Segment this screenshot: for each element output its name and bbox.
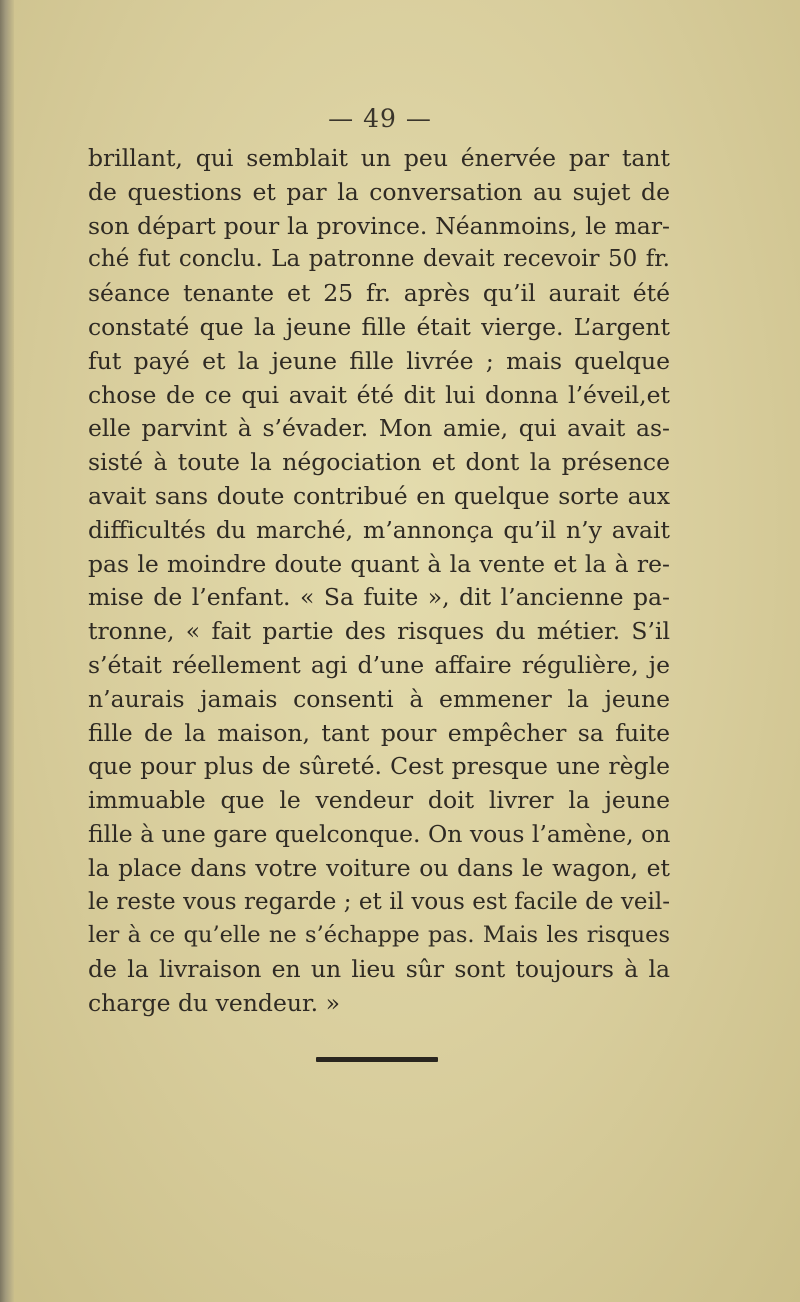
text-line: brillant, qui semblait un peu énervée par tant bbox=[88, 144, 670, 172]
page-number: — 49 — bbox=[328, 104, 432, 133]
text-line: difficultés du marché, m’annonça qu’il n’y avait bbox=[88, 515, 670, 544]
text-line: charge du vendeur. » bbox=[88, 988, 340, 1017]
text-line: fille à une gare quelconque. On vous l’amène, on bbox=[88, 819, 670, 848]
text-line: son départ pour la province. Néanmoins, le mar- bbox=[88, 211, 670, 240]
text-line: pas le moindre doute quant à la vente et la à re- bbox=[88, 549, 670, 578]
text-line: séance tenante et 25 fr. après qu’il aurait été bbox=[88, 279, 670, 308]
text-line: immuable que le vendeur doit livrer la jeune bbox=[88, 786, 670, 815]
text-line: que pour plus de sûreté. Cest presque une règle bbox=[88, 752, 670, 781]
text-line: de questions et par la conversation au sujet de bbox=[88, 177, 670, 206]
body-text bbox=[88, 142, 670, 1021]
text-line: de la livraison en un lieu sûr sont toujours à la bbox=[88, 955, 670, 984]
text-line: elle parvint à s’évader. Mon amie, qui avait as- bbox=[88, 414, 670, 443]
text-line: sisté à toute la négociation et dont la présence bbox=[88, 448, 670, 477]
text-line: s’était réellement agi d’une affaire régulière, je bbox=[88, 650, 670, 679]
end-of-chapter-rule bbox=[316, 1057, 438, 1062]
text-line: mise de l’enfant. « Sa fuite », dit l’ancienne pa- bbox=[88, 583, 670, 612]
text-line: tronne, « fait partie des risques du métier. S’il bbox=[88, 617, 670, 646]
text-line: fille de la maison, tant pour empêcher sa fuite bbox=[88, 718, 670, 747]
text-line: le reste vous regarde ; et il vous est facile de veil- bbox=[88, 888, 670, 915]
text-line: fut payé et la jeune fille livrée ; mais quelque bbox=[88, 346, 670, 375]
text-line: constaté que la jeune fille était vierge. L’argent bbox=[88, 312, 670, 341]
text-line: ché fut conclu. La patronne devait recevoir 50 fr. bbox=[88, 246, 670, 273]
text-line: chose de ce qui avait été dit lui donna l’éveil,et bbox=[88, 380, 670, 409]
text-line: ler à ce qu’elle ne s’échappe pas. Mais les risques bbox=[88, 922, 670, 949]
text-line: avait sans doute contribué en quelque sorte aux bbox=[88, 481, 670, 510]
page-binding-edge bbox=[0, 0, 14, 1302]
text-line: la place dans votre voiture ou dans le wagon, et bbox=[88, 853, 670, 882]
text-line: n’aurais jamais consenti à emmener la jeune bbox=[88, 684, 670, 713]
